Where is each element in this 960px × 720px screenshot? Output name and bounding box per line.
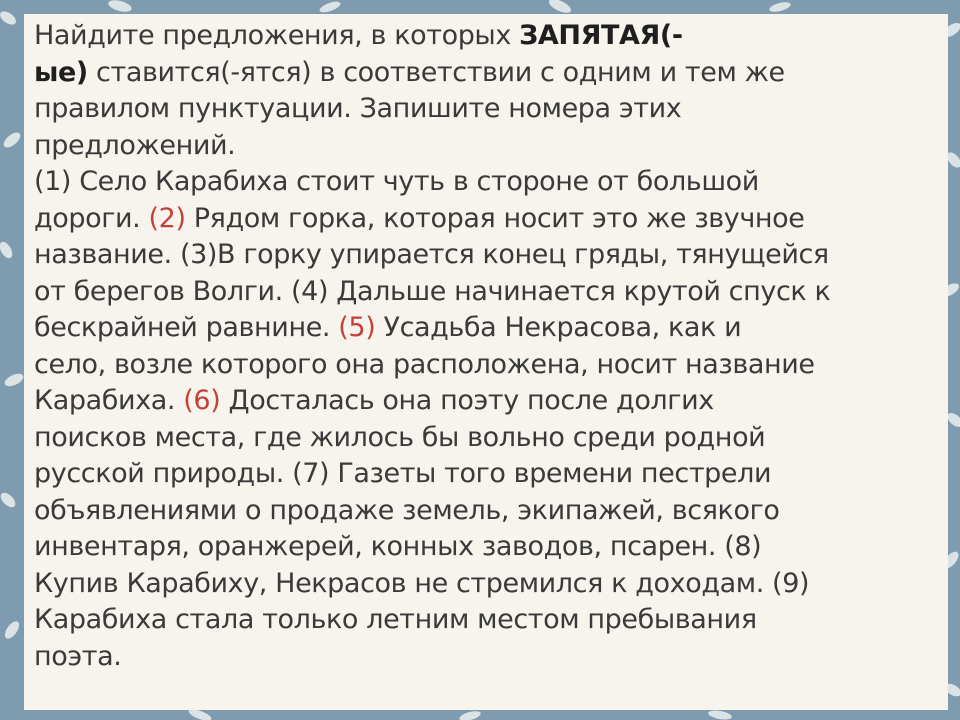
text-line bbox=[34, 237, 944, 274]
text-line bbox=[34, 55, 944, 92]
text-segment: Карабиха. bbox=[34, 385, 184, 416]
text-segment: инвентаря, оранжерей, конных заводов, псарен. (8) bbox=[34, 531, 762, 562]
text-segment: Досталась она поэту после долгих bbox=[220, 385, 714, 416]
text-line bbox=[34, 310, 944, 347]
text-segment: от берегов Волги. (4) Дальше начинается крутой спуск к bbox=[34, 275, 831, 307]
text-segment: название. (3)В горку упирается конец гряды, тянущейся bbox=[34, 239, 829, 270]
text-line bbox=[34, 164, 944, 201]
sentence-number-highlight: (2) bbox=[148, 202, 186, 234]
text-line bbox=[34, 493, 944, 530]
text-line bbox=[34, 274, 944, 311]
text-segment: объявлениями о продаже земель, экипажей, всякого bbox=[34, 494, 780, 526]
text-segment: предложений. bbox=[34, 129, 236, 161]
text-segment: ставится(-ятся) в соответствии с одним и тем же bbox=[87, 56, 785, 88]
content-card bbox=[24, 14, 948, 710]
text-segment: Найдите предложения, в которых bbox=[34, 20, 520, 51]
text-line bbox=[34, 566, 944, 603]
text-segment: село, возле которого она расположена, носит название bbox=[34, 348, 815, 380]
text-segment: русской природы. (7) Газеты того времени пестрели bbox=[34, 458, 772, 489]
text-line bbox=[34, 383, 944, 420]
text-line bbox=[34, 18, 944, 55]
bold-text: ые) bbox=[34, 56, 88, 88]
text-segment: Купив Карабиху, Некрасов не стремился к доходам. (9) bbox=[34, 567, 810, 599]
text-line bbox=[34, 602, 944, 639]
text-line bbox=[34, 347, 944, 384]
text-segment: Усадьба Некрасова, как и bbox=[375, 312, 742, 343]
text-line bbox=[34, 128, 944, 165]
text-line bbox=[34, 639, 944, 676]
text-segment: Рядом горка, которая носит это же звучное bbox=[185, 202, 805, 234]
text-line bbox=[34, 91, 944, 128]
text-line bbox=[34, 420, 944, 457]
text-segment: правилом пунктуации. Запишите номера этих bbox=[34, 93, 682, 124]
text-segment: дороги. bbox=[34, 202, 149, 234]
text-segment: бескрайней равнине. bbox=[34, 312, 339, 343]
text-line bbox=[34, 456, 944, 493]
text-line bbox=[34, 529, 944, 566]
text-segment: поисков места, где жилось бы вольно среди родной bbox=[34, 421, 766, 453]
sentence-number-highlight: (6) bbox=[183, 385, 221, 416]
bold-text: ЗАПЯТАЯ(- bbox=[519, 20, 683, 51]
text-segment: поэта. bbox=[34, 640, 122, 672]
task-text bbox=[34, 18, 944, 675]
sentence-number-highlight: (5) bbox=[338, 312, 376, 343]
text-segment: (1) Село Карабиха стоит чуть в стороне от большой bbox=[34, 166, 759, 197]
text-segment: Карабиха стала только летним местом пребывания bbox=[34, 604, 757, 635]
text-line bbox=[34, 201, 944, 238]
